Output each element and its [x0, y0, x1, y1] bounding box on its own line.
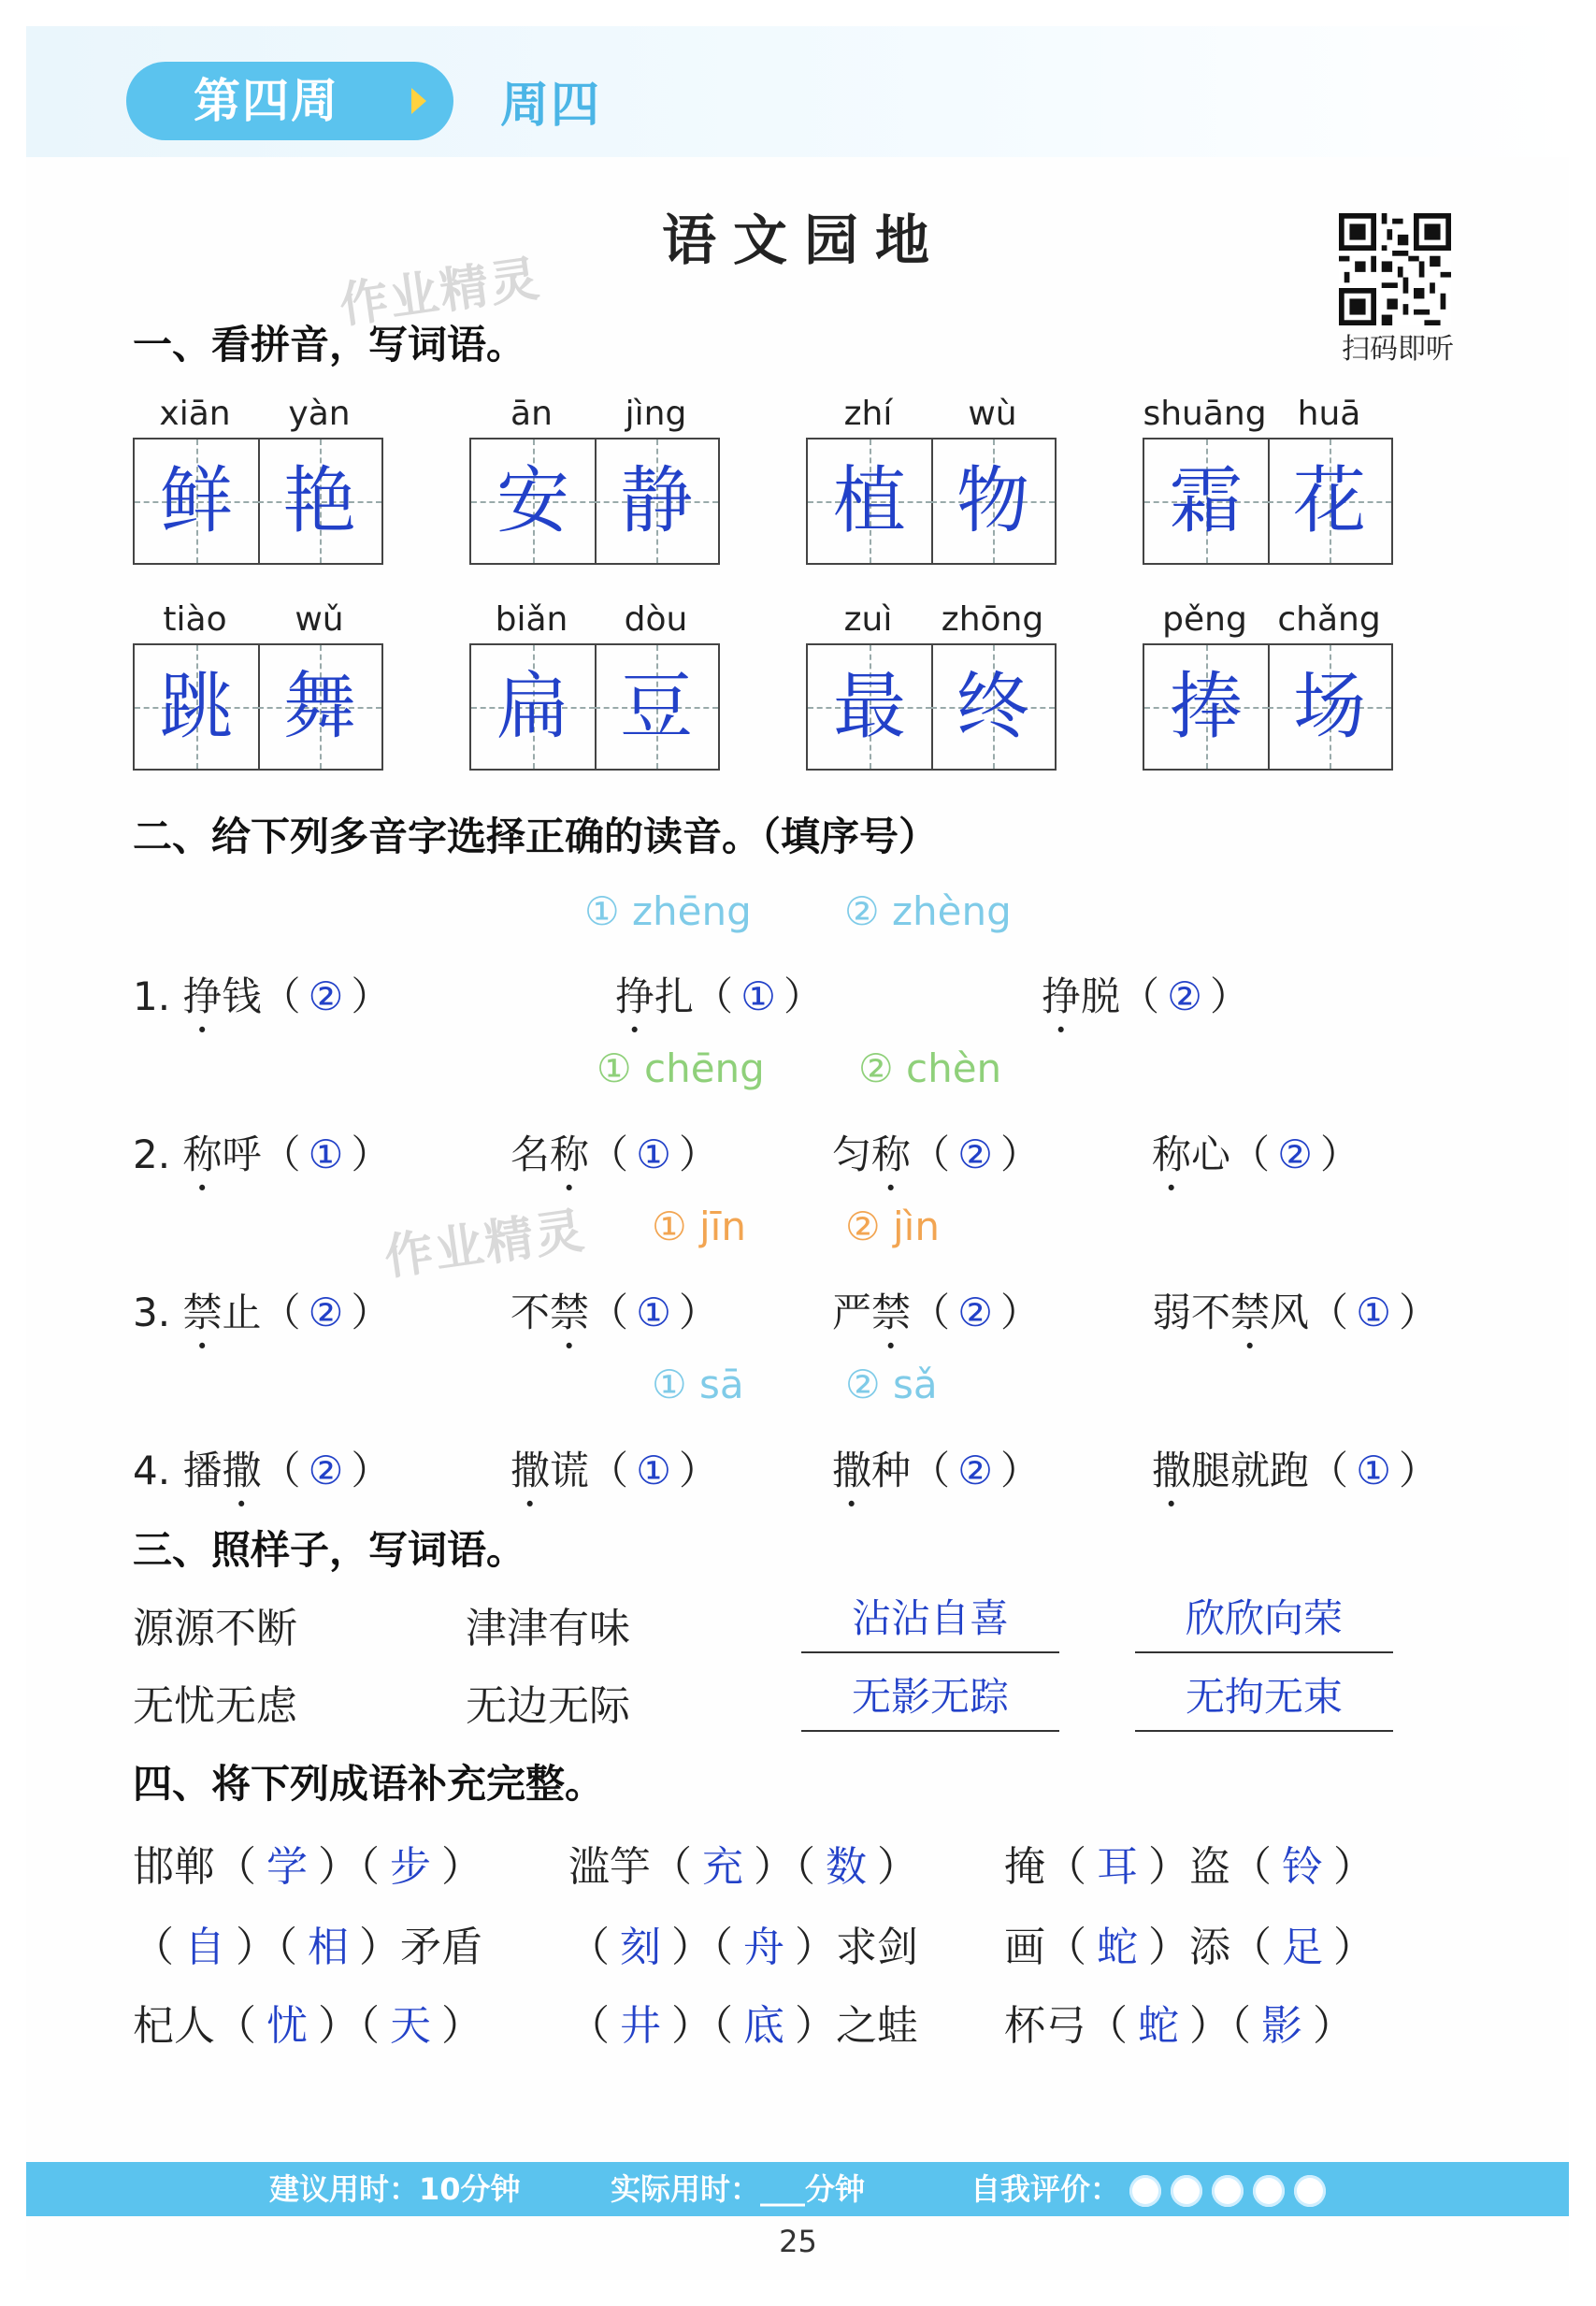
answer-char: 花 — [1292, 459, 1366, 543]
pinyin: zhōng — [941, 600, 1044, 639]
pronunciation-option: ② chèn — [858, 1045, 1002, 1091]
pinyin: ān — [510, 395, 553, 433]
footer-bar — [26, 2162, 1569, 2216]
answer-blank[interactable]: 刻 — [620, 1924, 661, 1971]
item-number: 2. — [133, 1131, 171, 1177]
answer-char: 扁 — [496, 665, 569, 749]
word-prefix: 播 — [182, 1448, 223, 1493]
day-label: 周四 — [500, 78, 602, 134]
answer-blank[interactable]: ② — [1167, 973, 1202, 1019]
flower-rating-icon[interactable] — [1294, 2175, 1326, 2207]
idiom-text: 杞人（ — [133, 2002, 256, 2050]
word-suffix: 心 — [1191, 1131, 1231, 1177]
paren-open: （ — [1230, 1131, 1271, 1177]
answer-blank[interactable]: 影 — [1261, 2002, 1302, 2050]
polyphone-item — [832, 1124, 1040, 1200]
suggested-time: 建议用时：10分钟 — [269, 2171, 521, 2207]
paren-close: ） — [784, 973, 824, 1019]
answer-blank[interactable]: ② — [308, 1448, 344, 1493]
target-char: 禁 — [182, 1290, 223, 1335]
watermark: 作业精灵 — [381, 1203, 589, 1287]
idiom-text: ） — [877, 1843, 918, 1891]
idiom-text: 掩（ — [1004, 1843, 1086, 1891]
answer-blank[interactable]: ① — [636, 1290, 671, 1335]
answer-blank[interactable]: 无拘无束 — [1135, 1666, 1393, 1732]
word-box — [133, 395, 381, 600]
answer-blank[interactable]: 蛇 — [1097, 1924, 1138, 1971]
paren-open: （ — [261, 1290, 301, 1335]
idiom-item — [1004, 1992, 1354, 2052]
polyphone-item — [510, 1440, 718, 1516]
pinyin: tiào — [163, 600, 227, 639]
idiom-item — [1004, 1833, 1374, 1893]
pronunciation-option: ① sā — [652, 1362, 744, 1407]
idiom-item — [133, 1992, 482, 2052]
idiom-text: ）（ — [671, 1924, 733, 1971]
pinyin: shuāng — [1143, 395, 1267, 433]
answer-blank[interactable]: ① — [308, 1131, 344, 1177]
answer-blank[interactable]: 忧 — [266, 2002, 308, 2050]
target-char: 称 — [550, 1131, 590, 1177]
word-prefix: 严 — [832, 1290, 872, 1335]
target-char: 撒 — [222, 1448, 262, 1493]
idiom-text: ）（ — [318, 2002, 380, 2050]
word-suffix: 钱 — [222, 973, 262, 1019]
paren-close: ） — [1000, 1131, 1041, 1177]
word-suffix: 扎 — [654, 973, 695, 1019]
word-suffix: 止 — [222, 1290, 262, 1335]
idiom-text: ）（ — [671, 2002, 733, 2050]
idiom-text: 画（ — [1004, 1924, 1086, 1971]
idiom-text: 滥竽（ — [568, 1843, 692, 1891]
pinyin: huā — [1297, 395, 1361, 433]
arrow-right-icon — [411, 88, 426, 114]
example-word: 源源不断 — [133, 1605, 297, 1652]
paren-close: ） — [1399, 1290, 1439, 1335]
idiom-text: ） — [441, 2002, 482, 2050]
paren-close: ） — [679, 1131, 719, 1177]
pinyin: biǎn — [495, 600, 568, 639]
paren-open: （ — [261, 1131, 301, 1177]
example-word: 无边无际 — [466, 1682, 630, 1730]
paren-open: （ — [261, 1448, 301, 1493]
answer-blank[interactable]: 充 — [702, 1843, 743, 1891]
paren-close: ） — [351, 1131, 391, 1177]
word-box — [1143, 600, 1391, 806]
answer-blank[interactable]: ② — [957, 1131, 993, 1177]
polyphone-item — [133, 1282, 391, 1358]
polyphone-item — [832, 1440, 1040, 1516]
answer-char: 最 — [832, 665, 906, 749]
target-char: 称 — [871, 1131, 912, 1177]
section4-heading: 四、将下列成语补充完整。 — [133, 1761, 605, 1807]
target-char: 撒 — [510, 1448, 551, 1493]
idiom-item — [1004, 1913, 1374, 1973]
idiom-text: 邯郸（ — [133, 1843, 256, 1891]
tian-grid[interactable] — [133, 643, 383, 771]
paren-open: （ — [1309, 1290, 1349, 1335]
flower-rating-icon[interactable] — [1253, 2175, 1285, 2207]
paren-open: （ — [694, 973, 734, 1019]
item-number: 4. — [133, 1448, 171, 1493]
polyphone-item — [1152, 1282, 1438, 1358]
idiom-text: （ — [568, 2002, 610, 2050]
word-box — [1143, 395, 1391, 600]
answer-blank[interactable]: 天 — [390, 2002, 431, 2050]
tian-grid[interactable] — [1143, 438, 1393, 565]
pinyin: jìng — [625, 395, 687, 433]
answer-blank[interactable]: ② — [957, 1448, 993, 1493]
self-evaluation-label: 自我评价： — [971, 2171, 1121, 2207]
word-box — [469, 395, 718, 600]
paren-close: ） — [1210, 973, 1250, 1019]
idiom-item — [133, 1913, 482, 1973]
answer-char: 霜 — [1169, 459, 1243, 543]
paren-open: （ — [589, 1290, 629, 1335]
target-char: 撒 — [1152, 1448, 1192, 1493]
idiom-text: ） — [1333, 1843, 1374, 1891]
answer-char: 鲜 — [159, 459, 233, 543]
word-prefix: 名 — [510, 1131, 551, 1177]
word-prefix: 不 — [510, 1290, 551, 1335]
example-word: 津津有味 — [466, 1605, 630, 1652]
paren-close: ） — [679, 1448, 719, 1493]
polyphone-item — [510, 1282, 718, 1358]
answer-blank[interactable]: ② — [1277, 1131, 1313, 1177]
polyphone-item — [1152, 1124, 1359, 1200]
week-label: 第四周 — [194, 74, 339, 128]
answer-blank[interactable]: 学 — [266, 1843, 308, 1891]
answer-blank[interactable]: ② — [308, 1290, 344, 1335]
qr-caption: 扫码即听 — [1342, 333, 1454, 366]
pinyin: zhí — [843, 395, 893, 433]
answer-blank[interactable]: 相 — [308, 1924, 349, 1971]
idiom-text: ）（ — [1189, 2002, 1251, 2050]
tian-grid[interactable] — [806, 438, 1057, 565]
pinyin: dòu — [624, 600, 688, 639]
target-char: 挣 — [1042, 973, 1082, 1019]
idiom-text: ） — [441, 1843, 482, 1891]
paren-close: ） — [1399, 1448, 1439, 1493]
target-char: 禁 — [1230, 1290, 1271, 1335]
idiom-text: ）求剑 — [795, 1924, 918, 1971]
answer-blank[interactable]: 足 — [1282, 1924, 1323, 1971]
pronunciation-option: ② jìn — [845, 1203, 940, 1249]
answer-blank[interactable]: ② — [308, 973, 344, 1019]
answer-char: 安 — [496, 459, 569, 543]
paren-open: （ — [1309, 1448, 1349, 1493]
word-box — [133, 600, 381, 806]
idiom-item — [568, 1992, 918, 2052]
answer-blank[interactable]: ① — [636, 1448, 671, 1493]
word-box — [806, 600, 1055, 806]
target-char: 撒 — [832, 1448, 872, 1493]
pinyin: wù — [968, 395, 1017, 433]
answer-blank[interactable]: 铃 — [1282, 1843, 1323, 1891]
pinyin: xiān — [159, 395, 231, 433]
pronunciation-option: ① jīn — [652, 1203, 746, 1249]
paren-close: ） — [351, 1290, 391, 1335]
paren-close: ） — [1000, 1448, 1041, 1493]
paren-open: （ — [261, 973, 301, 1019]
word-prefix: 弱不 — [1152, 1290, 1231, 1335]
answer-blank[interactable]: 无影无踪 — [801, 1666, 1059, 1732]
target-char: 挣 — [615, 973, 655, 1019]
flower-rating-icon[interactable] — [1171, 2175, 1202, 2207]
idiom-text: ） — [1313, 2002, 1354, 2050]
paren-open: （ — [911, 1448, 951, 1493]
idiom-text: ）矛盾 — [359, 1924, 482, 1971]
pinyin: chǎng — [1277, 600, 1381, 639]
answer-blank[interactable]: 舟 — [743, 1924, 784, 1971]
idiom-text: ） — [1333, 1924, 1374, 1971]
answer-char: 静 — [619, 459, 693, 543]
answer-blank[interactable]: ① — [1356, 1290, 1391, 1335]
answer-char: 终 — [956, 665, 1029, 749]
target-char: 禁 — [550, 1290, 590, 1335]
pinyin: wǔ — [295, 600, 344, 639]
answer-char: 豆 — [619, 665, 693, 749]
qr-code-icon[interactable] — [1339, 213, 1451, 325]
example-word: 无忧无虑 — [133, 1682, 297, 1730]
answer-blank[interactable]: 步 — [390, 1843, 431, 1891]
pronunciation-option: ① chēng — [597, 1045, 765, 1091]
paren-close: ） — [351, 973, 391, 1019]
word-box — [806, 395, 1055, 600]
pinyin: zuì — [843, 600, 893, 639]
answer-blank[interactable]: ② — [957, 1290, 993, 1335]
answer-blank[interactable]: 数 — [826, 1843, 867, 1891]
answer-blank[interactable]: 蛇 — [1138, 2002, 1179, 2050]
polyphone-item — [832, 1282, 1040, 1358]
polyphone-item — [133, 1440, 391, 1516]
idiom-text: 杯弓（ — [1004, 2002, 1128, 2050]
word-box — [469, 600, 718, 806]
paren-open: （ — [1120, 973, 1160, 1019]
word-suffix: 腿就跑 — [1191, 1448, 1310, 1493]
answer-blank[interactable]: 自 — [184, 1924, 225, 1971]
polyphone-item — [615, 966, 823, 1042]
idiom-item — [568, 1913, 918, 1973]
answer-blank[interactable]: 井 — [620, 2002, 661, 2050]
answer-blank[interactable]: 耳 — [1097, 1843, 1138, 1891]
paren-close: ） — [679, 1290, 719, 1335]
answer-char: 植 — [832, 459, 906, 543]
target-char: 挣 — [182, 973, 223, 1019]
pinyin: yàn — [288, 395, 351, 433]
idiom-text: ）添（ — [1148, 1924, 1272, 1971]
page-number: 25 — [779, 2224, 817, 2259]
word-suffix: 种 — [871, 1448, 912, 1493]
idiom-item — [568, 1833, 918, 1893]
answer-char: 捧 — [1169, 665, 1243, 749]
answer-blank[interactable]: 底 — [743, 2002, 784, 2050]
pinyin: pěng — [1162, 600, 1247, 639]
polyphone-item — [133, 966, 391, 1042]
section3-heading: 三、照样子，写词语。 — [133, 1527, 526, 1573]
item-number: 1. — [133, 973, 171, 1019]
pronunciation-option: ① zhēng — [584, 888, 752, 934]
tian-grid[interactable] — [469, 643, 720, 771]
tian-grid[interactable] — [469, 438, 720, 565]
idiom-text: ）之蛙 — [795, 2002, 918, 2050]
idiom-text: （ — [568, 1924, 610, 1971]
tian-grid[interactable] — [806, 643, 1057, 771]
polyphone-item — [510, 1124, 718, 1200]
self-evaluation — [971, 2162, 1326, 2216]
idiom-item — [133, 1833, 482, 1893]
pronunciation-option: ② sǎ — [845, 1362, 938, 1407]
paren-close: ） — [1320, 1131, 1360, 1177]
answer-blank[interactable]: 欣欣向荣 — [1135, 1588, 1393, 1653]
word-suffix: 脱 — [1081, 973, 1121, 1019]
answer-char: 物 — [956, 459, 1029, 543]
answer-blank[interactable]: ① — [740, 973, 776, 1019]
flower-rating-icon[interactable] — [1212, 2175, 1244, 2207]
watermark: 作业精灵 — [336, 251, 544, 335]
item-number: 3. — [133, 1290, 171, 1335]
section1-heading: 一、看拼音，写词语。 — [133, 322, 526, 368]
polyphone-item — [133, 1124, 391, 1200]
tian-grid[interactable] — [1143, 643, 1393, 771]
polyphone-item — [1152, 1440, 1438, 1516]
target-char: 称 — [182, 1131, 223, 1177]
paren-close: ） — [1000, 1290, 1041, 1335]
word-suffix: 呼 — [222, 1131, 262, 1177]
paren-open: （ — [911, 1290, 951, 1335]
week-badge — [126, 62, 453, 140]
answer-char: 跳 — [159, 665, 233, 749]
word-prefix: 匀 — [832, 1131, 872, 1177]
paren-open: （ — [911, 1131, 951, 1177]
word-suffix: 风 — [1270, 1290, 1310, 1335]
paren-close: ） — [351, 1448, 391, 1493]
idiom-text: ）（ — [318, 1843, 380, 1891]
idiom-text: ）盗（ — [1148, 1843, 1272, 1891]
word-suffix: 谎 — [550, 1448, 590, 1493]
page-title: 语文园地 — [661, 209, 946, 272]
answer-char: 艳 — [282, 459, 356, 543]
idiom-text: ）（ — [236, 1924, 297, 1971]
answer-char: 场 — [1292, 665, 1366, 749]
answer-blank[interactable]: 沾沾自喜 — [801, 1588, 1059, 1653]
answer-blank[interactable]: ① — [636, 1131, 671, 1177]
paren-open: （ — [589, 1131, 629, 1177]
answer-char: 舞 — [282, 665, 356, 749]
answer-blank[interactable]: ① — [1356, 1448, 1391, 1493]
paren-open: （ — [589, 1448, 629, 1493]
idiom-text: （ — [133, 1924, 174, 1971]
idiom-text: ）（ — [754, 1843, 815, 1891]
flower-rating-icon[interactable] — [1129, 2175, 1161, 2207]
target-char: 称 — [1152, 1131, 1192, 1177]
pronunciation-option: ② zhèng — [844, 888, 1012, 934]
section2-heading: 二、给下列多音字选择正确的读音。（填序号） — [133, 814, 939, 859]
polyphone-item — [1042, 966, 1249, 1042]
tian-grid[interactable] — [133, 438, 383, 565]
target-char: 禁 — [871, 1290, 912, 1335]
actual-time: 实际用时：___分钟 — [611, 2171, 866, 2207]
